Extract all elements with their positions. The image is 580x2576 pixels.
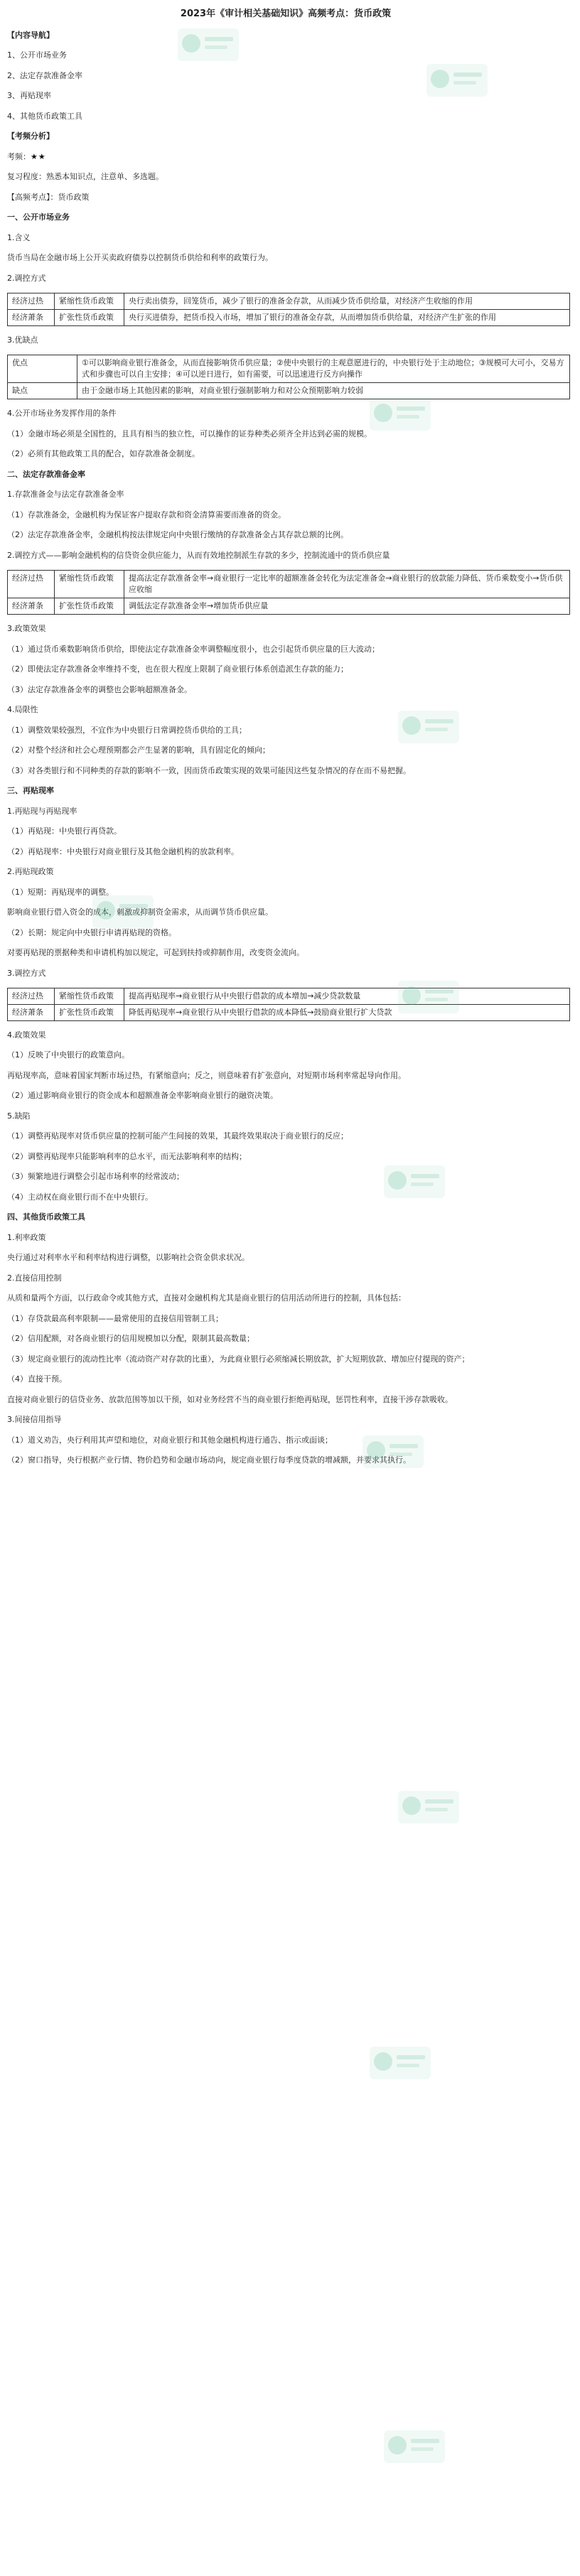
paragraph: （2）信用配额，对各商业银行的信用规模加以分配，限制其最高数量； <box>7 1334 254 1344</box>
table-row <box>8 309 570 325</box>
paragraph: （2）对整个经济和社会心理预期都会产生显著的影响，具有固定化的倾向； <box>7 745 270 755</box>
paragraph: （4）主动权在商业银行而不在中央银行。 <box>7 1192 153 1202</box>
table-cell: 紧缩性货币政策 <box>55 571 124 598</box>
paragraph: （1）金融市场必须是全国性的，且具有相当的独立性，可以操作的证券种类必须齐全并达到必需的规模。 <box>7 429 372 438</box>
subheading: 2.再贴现政策 <box>7 867 54 876</box>
frequency-stars: ★★ <box>31 151 46 161</box>
review-line: 复习程度：熟悉本知识点，注意单、多选题。 <box>7 172 163 181</box>
paragraph: （3）频繁地进行调整会引起市场利率的经常波动； <box>7 1172 184 1182</box>
nav-item: 3、再贴现率 <box>7 91 51 100</box>
table-row <box>8 571 570 598</box>
pros-cons-table <box>7 355 570 399</box>
subheading: 1.存款准备金与法定存款准备金率 <box>7 490 124 500</box>
table-cell: 央行买进债券，把货币投入市场，增加了银行的准备金存款，从而增加货币供给量，对经济产生扩张的作用 <box>124 309 570 325</box>
policy-table <box>7 988 570 1021</box>
section-heading: 三、再贴现率 <box>7 786 54 795</box>
point-header: 【高频考点】：货币政策 <box>7 192 90 202</box>
paragraph: 从质和量两个方面，以行政命令或其他方式，直接对金融机构尤其是商业银行的信用活动所进行的控制，具体包括： <box>7 1293 406 1303</box>
section-heading: 四、其他货币政策工具 <box>7 1212 85 1222</box>
table-cell: 经济过热 <box>8 293 55 310</box>
subheading: 5.缺陷 <box>7 1111 31 1121</box>
table-cell: 经济过热 <box>8 988 55 1005</box>
paragraph: 再贴现率高，意味着国家判断市场过热，有紧缩意向；反之，则意味着有扩张意向，对短期市场利率常起导向作用。 <box>7 1070 406 1080</box>
table-row <box>8 598 570 615</box>
paragraph: （1）调整效果较强烈，不宜作为中央银行日常调控货币供给的工具； <box>7 725 247 735</box>
subheading: 4.公开市场业务发挥作用的条件 <box>7 409 117 419</box>
section-heading: 二、法定存款准备金率 <box>7 469 85 479</box>
paragraph: 央行通过对利率水平和利率结构进行调整，以影响社会资金供求状况。 <box>7 1253 249 1263</box>
policy-table <box>7 570 570 615</box>
paragraph: （1）再贴现：中央银行再贷款。 <box>7 826 122 836</box>
table-row <box>8 383 570 399</box>
nav-header: 【内容导航】 <box>7 30 54 40</box>
paragraph: （1）反映了中央银行的政策意向。 <box>7 1050 129 1060</box>
subheading: 1.再贴现与再贴现率 <box>7 806 77 816</box>
table-cell: 优点 <box>8 355 77 383</box>
paragraph: （1）道义劝告，央行利用其声望和地位，对商业银行和其他金融机构进行通告、指示或面谈； <box>7 1435 333 1445</box>
section-heading: 一、公开市场业务 <box>7 212 70 222</box>
table-cell: 经济萧条 <box>8 598 55 615</box>
table-cell: 提高再贴现率→商业银行从中央银行借款的成本增加→减少贷款数量 <box>124 988 570 1005</box>
table-cell: 经济过热 <box>8 571 55 598</box>
subheading: 2.直接信用控制 <box>7 1273 62 1283</box>
policy-table <box>7 293 570 326</box>
table-row <box>8 355 570 383</box>
table-cell: 由于金融市场上其他因素的影响，对商业银行强制影响力和对公众预期影响力较弱 <box>77 383 570 399</box>
paragraph: （2）长期：规定向中央银行申请再贴现的资格。 <box>7 927 176 937</box>
paragraph: （1）存贷款最高利率限制——最常使用的直接信用管制工具； <box>7 1313 223 1323</box>
table-row <box>8 293 570 310</box>
paragraph: （3）规定商业银行的流动性比率（流动资产对存款的比重），为此商业银行必须缩减长期放款，扩大短期放款、增加应付提现的资产； <box>7 1354 470 1364</box>
table-cell: 调低法定存款准备金率→增加货币供应量 <box>124 598 570 615</box>
paragraph: 影响商业银行借入资金的成本，刺激或抑制资金需求，从而调节货币供应量。 <box>7 907 273 917</box>
table-cell: 经济萧条 <box>8 1004 55 1020</box>
paragraph: （4）直接干预。 <box>7 1374 67 1384</box>
nav-item: 2、法定存款准备金率 <box>7 70 82 80</box>
subheading: 3.优缺点 <box>7 335 38 345</box>
subheading: 4.政策效果 <box>7 1030 46 1040</box>
paragraph: 直接对商业银行的信贷业务、放款范围等加以干预，如对业务经营不当的商业银行拒绝再贴现，惩罚性利率，直接干涉存款吸收。 <box>7 1394 453 1404</box>
subheading: 1.含义 <box>7 232 31 242</box>
paragraph: （3）对各类银行和不同种类的存款的影响不一致，因而货币政策实现的效果可能因这些复杂情况的存在而不易把握。 <box>7 765 411 775</box>
table-row <box>8 1004 570 1020</box>
table-cell: 央行卖出债券，回笼货币，减少了银行的准备金存款，从而减少货币供给量，对经济产生收缩的作用 <box>124 293 570 310</box>
subheading: 4.局限性 <box>7 705 38 714</box>
nav-item: 4、其他货币政策工具 <box>7 111 82 121</box>
paragraph: （1）短期：再贴现率的调整。 <box>7 887 114 897</box>
paragraph: 对要再贴现的票据种类和申请机构加以规定，可起到扶持或抑制作用，改变资金流向。 <box>7 948 304 957</box>
nav-item: 1、公开市场业务 <box>7 50 67 60</box>
subheading: 2.调控方式 <box>7 273 46 283</box>
paragraph: （1）存款准备金，金融机构为保证客户提取存款和资金清算需要而准备的资金。 <box>7 510 286 519</box>
paragraph: （2）调整再贴现率只能影响利率的总水平，而无法影响利率的结构； <box>7 1151 247 1161</box>
table-cell: 经济萧条 <box>8 309 55 325</box>
subheading: 3.间接信用指导 <box>7 1415 62 1425</box>
table-cell: 扩张性货币政策 <box>55 309 124 325</box>
paragraph: （2）通过影响商业银行的资金成本和超额准备金率影响商业银行的融资决策。 <box>7 1091 278 1101</box>
subheading: 3.政策效果 <box>7 624 46 633</box>
paragraph: （1）调整再贴现率对货币供应量的控制可能产生间接的效果，其最终效果取决于商业银行的反应； <box>7 1131 348 1141</box>
paragraph: （1）通过货币乘数影响货币供给，即使法定存款准备金率调整幅度很小，也会引起货币供应量的巨大波动； <box>7 644 380 654</box>
table-cell: 扩张性货币政策 <box>55 1004 124 1020</box>
table-row <box>8 988 570 1005</box>
subheading: 1.利率政策 <box>7 1232 46 1242</box>
table-cell: ①可以影响商业银行准备金，从而直接影响货币供应量；②使中央银行的主观意愿进行的，中央银行处于主动地位；③规模可大可小，交易方式和步骤也可以自主安排；④可以逆日进行，如有需要，可以迅速进行反方向操作 <box>77 355 570 383</box>
paragraph: （2）即使法定存款准备金率维持不变，也在很大程度上限制了商业银行体系创造派生存款的能力； <box>7 664 348 674</box>
table-cell: 紧缩性货币政策 <box>55 988 124 1005</box>
paragraph: （2）法定存款准备金率，金融机构按法律规定向中央银行缴纳的存款准备金占其存款总额的比例。 <box>7 530 348 540</box>
paragraph: （2）窗口指导，央行根据产业行情、物价趋势和金融市场动向，规定商业银行每季度贷款的增减额，并要求其执行。 <box>7 1455 411 1465</box>
paragraph: 货币当局在金融市场上公开买卖政府债券以控制货币供给和利率的政策行为。 <box>7 253 273 262</box>
document-title: 2023年《审计相关基础知识》高频考点：货币政策 <box>180 9 392 19</box>
table-cell: 降低再贴现率→商业银行从中央银行借款的成本降低→鼓励商业银行扩大贷款 <box>124 1004 570 1020</box>
table-cell: 扩张性货币政策 <box>55 598 124 615</box>
table-cell: 缺点 <box>8 383 77 399</box>
analysis-header: 【考频分析】 <box>7 131 54 141</box>
subheading: 2.调控方式——影响金融机构的信贷资金供应能力，从而有效地控制派生存款的多少，控制流通中的货币供应量 <box>7 550 390 560</box>
subheading: 3.调控方式 <box>7 968 46 978</box>
paragraph: （2）再贴现率：中央银行对商业银行及其他金融机构的放款利率。 <box>7 846 239 856</box>
frequency-label: 考频： <box>7 151 31 161</box>
paragraph: （3）法定存款准备金率的调整也会影响超额准备金。 <box>7 684 192 694</box>
table-cell: 提高法定存款准备金率→商业银行一定比率的超额准备金转化为法定准备金→商业银行的放款能力降低、货币乘数变小→货币供应收缩 <box>124 571 570 598</box>
table-cell: 紧缩性货币政策 <box>55 293 124 310</box>
paragraph: （2）必须有其他政策工具的配合，如存款准备金制度。 <box>7 449 200 459</box>
frequency-line <box>7 151 564 163</box>
